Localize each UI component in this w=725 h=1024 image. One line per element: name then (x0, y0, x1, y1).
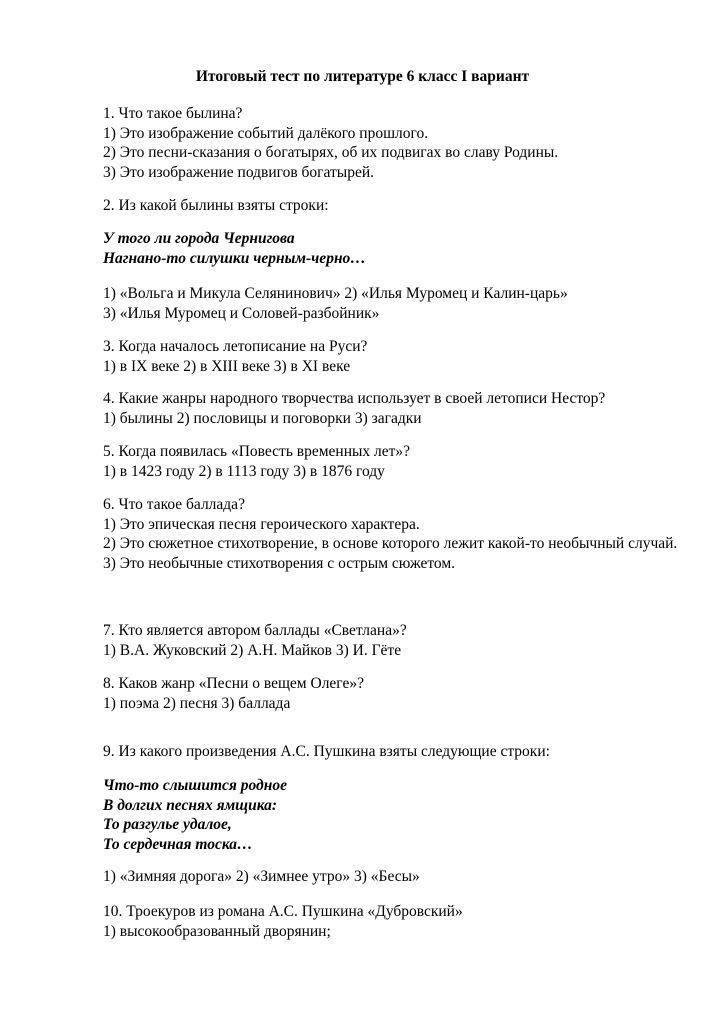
answer-option: 2) Это сюжетное стихотворение, в основе которого лежит какой-то необычный случай. (103, 535, 678, 552)
answer-option: 1) Это изображение событий далёкого прошлого. (103, 124, 429, 142)
question-text: 9. Из какого произведения А.С. Пушкина взяты следующие строки: (103, 743, 550, 760)
quote-line: У того ли города Чернигова (103, 230, 295, 247)
answer-option: 3) Это изображение подвигов богатырей. (103, 163, 375, 181)
answer-option: 1) в IX веке 2) в XIII веке 3) в XI веке (103, 357, 351, 375)
question-2 (103, 196, 683, 216)
question-6 (103, 495, 683, 573)
answer-option: 1) былины 2) пословицы и поговорки 3) загадки (103, 409, 422, 427)
question-2-quote (103, 229, 683, 268)
page-title: Итоговый тест по литературе 6 класс I вариант (195, 68, 530, 85)
question-1 (103, 104, 683, 182)
question-2-answers (103, 284, 683, 323)
question-text: 6. Что такое баллада? (103, 496, 245, 513)
question-10 (103, 902, 683, 941)
question-text: 1. Что такое былина? (103, 105, 243, 122)
quote-line: Нагнано-то силушки черным-черно… (103, 249, 366, 267)
question-text: 10. Троекуров из романа А.С. Пушкина «Дубровский» (103, 903, 463, 920)
quote-line: Что-то слышится родное (103, 777, 287, 794)
question-text: 4. Какие жанры народного творчества использует в своей летописи Нестор? (103, 390, 606, 407)
answer-option: 3) «Илья Муромец и Соловей-разбойник» (103, 304, 380, 322)
quote-line: В долгих песнях ямщика: (103, 796, 278, 814)
question-text: 7. Кто является автором баллады «Светлана»? (103, 622, 407, 639)
question-3 (103, 337, 683, 376)
answer-option: 1) Это эпическая песня героического характера. (103, 515, 420, 533)
question-9-quote (103, 776, 683, 854)
question-text: 5. Когда появилась «Повесть временных лет»? (103, 443, 411, 460)
quote-line: То сердечная тоска… (103, 835, 253, 853)
question-8 (103, 674, 683, 713)
question-5 (103, 442, 683, 481)
answer-option: 1) высокообразованный дворянин; (103, 922, 331, 940)
answer-option: 1) «Зимняя дорога» 2) «Зимнее утро» 3) «Бесы» (103, 868, 420, 885)
question-9 (103, 742, 683, 762)
answer-option: 1) «Вольга и Микула Селянинович» 2) «Илья Муромец и Калин-царь» (103, 285, 568, 302)
question-text: 8. Каков жанр «Песни о вещем Олеге»? (103, 675, 364, 692)
question-7 (103, 621, 683, 660)
question-text: 2. Из какой былины взяты строки: (103, 197, 329, 214)
question-9-answers (103, 867, 683, 887)
answer-option: 1) В.А. Жуковский 2) А.Н. Майков 3) И. Гёте (103, 641, 402, 659)
question-4 (103, 389, 683, 428)
quote-line: То разгулье удалое, (103, 816, 232, 833)
question-text: 3. Когда началось летописание на Руси? (103, 338, 368, 355)
answer-option: 2) Это песни-сказания о богатырях, об их подвигах во славу Родины. (103, 144, 559, 161)
answer-option: 1) в 1423 году 2) в 1113 году 3) в 1876 году (103, 462, 385, 480)
answer-option: 1) поэма 2) песня 3) баллада (103, 694, 291, 712)
answer-option: 3) Это необычные стихотворения с острым сюжетом. (103, 554, 456, 572)
